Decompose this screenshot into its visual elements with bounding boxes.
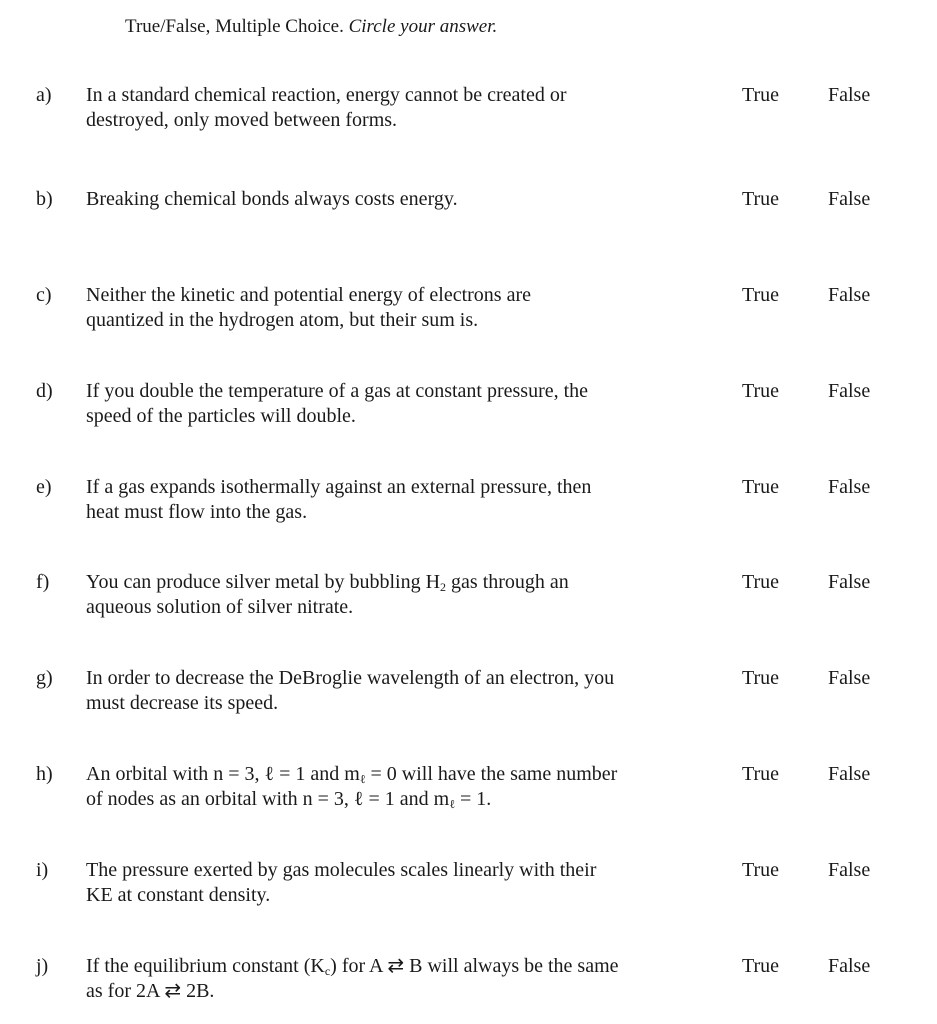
question-line [86, 787, 706, 812]
text-segment: of nodes as an orbital with n = 3, ℓ = 1 and m [86, 788, 450, 810]
question-text [86, 379, 706, 429]
false-option[interactable]: False [828, 571, 871, 593]
text-segment: Breaking chemical bonds always costs energy. [86, 188, 458, 210]
true-option[interactable]: True [742, 284, 780, 306]
question-text [86, 283, 706, 333]
question-line [86, 404, 706, 429]
true-option[interactable]: True [742, 763, 780, 785]
question-line [86, 83, 706, 108]
true-option[interactable]: True [742, 571, 780, 593]
question-text [86, 858, 706, 908]
false-option[interactable]: False [828, 84, 871, 106]
question-letter: f) [36, 571, 50, 593]
question-text [86, 570, 706, 620]
text-segment: You can produce silver metal by bubbling H [86, 571, 441, 593]
text-segment: = 0 will have the same number [365, 763, 618, 785]
subscript: ℓ [359, 772, 366, 786]
question-line [86, 108, 706, 133]
subscript: ℓ [449, 797, 455, 811]
text-segment: gas through an [446, 571, 569, 593]
title-instruction: Circle your answer. [348, 16, 498, 37]
title-text: True/False, Multiple Choice. [125, 16, 344, 37]
text-segment: ) for A ⇄ B will always be the same [330, 955, 619, 977]
question-text [86, 475, 706, 525]
question-letter: h) [36, 763, 53, 785]
text-segment: KE at constant density. [86, 884, 271, 906]
question-line [86, 666, 706, 691]
false-option[interactable]: False [828, 955, 871, 977]
question-text [86, 762, 706, 812]
question-text [86, 83, 706, 133]
question-line [86, 308, 706, 333]
question-text [86, 187, 706, 212]
question-line [86, 979, 706, 1004]
question-line [86, 187, 706, 212]
question-line [86, 570, 706, 595]
question-text [86, 954, 706, 1004]
question-letter: j) [36, 955, 49, 977]
question-letter: c) [36, 284, 52, 306]
question-line [86, 379, 706, 404]
subscript: c [324, 964, 331, 978]
text-segment: must decrease its speed. [86, 692, 279, 714]
question-text [86, 666, 706, 716]
text-segment: quantized in the hydrogen atom, but their sum is. [86, 309, 479, 331]
false-option[interactable]: False [828, 284, 871, 306]
text-segment: If the equilibrium constant (K [86, 955, 325, 977]
question-line [86, 762, 706, 787]
false-option[interactable]: False [828, 380, 871, 402]
text-segment: In order to decrease the DeBroglie wavelength of an electron, you [86, 667, 615, 689]
text-segment: Neither the kinetic and potential energy of electrons are [86, 284, 531, 306]
text-segment: If a gas expands isothermally against an external pressure, then [86, 476, 592, 498]
question-line [86, 954, 706, 979]
instructions-title [125, 16, 497, 38]
false-option[interactable]: False [828, 763, 871, 785]
question-line [86, 283, 706, 308]
true-option[interactable]: True [742, 476, 780, 498]
question-line [86, 595, 706, 620]
false-option[interactable]: False [828, 476, 871, 498]
false-option[interactable]: False [828, 667, 871, 689]
true-option[interactable]: True [742, 955, 780, 977]
question-line [86, 475, 706, 500]
question-letter: e) [36, 476, 52, 498]
text-segment: = 1. [454, 788, 492, 810]
question-letter: b) [36, 188, 53, 210]
true-option[interactable]: True [742, 380, 780, 402]
question-line [86, 500, 706, 525]
false-option[interactable]: False [828, 188, 871, 210]
text-segment: If you double the temperature of a gas at constant pressure, the [86, 380, 589, 402]
true-option[interactable]: True [742, 84, 780, 106]
text-segment: An orbital with n = 3, ℓ = 1 and m [86, 763, 360, 785]
question-letter: d) [36, 380, 53, 402]
text-segment: destroyed, only moved between forms. [86, 109, 398, 131]
subscript: 2 [440, 580, 447, 594]
question-line [86, 858, 706, 883]
text-segment: The pressure exerted by gas molecules scales linearly with their [86, 859, 597, 881]
text-segment: aqueous solution of silver nitrate. [86, 596, 354, 618]
text-segment: as for 2A ⇄ 2B. [86, 980, 215, 1002]
true-option[interactable]: True [742, 667, 780, 689]
question-letter: i) [36, 859, 49, 881]
true-option[interactable]: True [742, 859, 780, 881]
false-option[interactable]: False [828, 859, 871, 881]
text-segment: heat must flow into the gas. [86, 501, 308, 523]
question-line [86, 883, 706, 908]
text-segment: speed of the particles will double. [86, 405, 356, 427]
question-letter: g) [36, 667, 53, 689]
question-letter: a) [36, 84, 52, 106]
true-option[interactable]: True [742, 188, 780, 210]
question-line [86, 691, 706, 716]
text-segment: In a standard chemical reaction, energy cannot be created or [86, 84, 567, 106]
